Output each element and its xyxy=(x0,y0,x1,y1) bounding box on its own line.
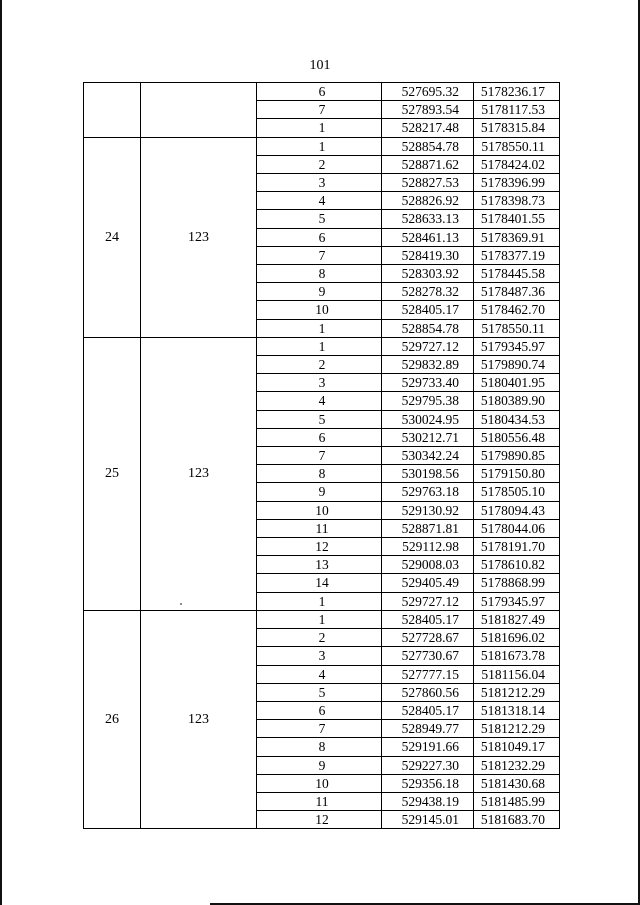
x-coordinate-cell: 529008.03 xyxy=(382,556,474,574)
point-number-cell: 11 xyxy=(257,792,382,810)
y-coordinate-cell: 5179345.97 xyxy=(474,337,560,355)
y-coordinate-cell: 5178462.70 xyxy=(474,301,560,319)
point-number-cell: 3 xyxy=(257,647,382,665)
y-coordinate-cell: 5178396.99 xyxy=(474,174,560,192)
y-coordinate-cell: 5178505.10 xyxy=(474,483,560,501)
x-coordinate-cell: 528405.17 xyxy=(382,301,474,319)
point-number-cell: 7 xyxy=(257,101,382,119)
table-row xyxy=(84,137,560,155)
y-coordinate-cell: 5178315.84 xyxy=(474,119,560,137)
y-coordinate-cell: 5181430.68 xyxy=(474,774,560,792)
y-coordinate-cell: 5181212.29 xyxy=(474,720,560,738)
plot-number-cell: 25 xyxy=(84,337,141,610)
x-coordinate-cell: 528461.13 xyxy=(382,228,474,246)
point-number-cell: 1 xyxy=(257,610,382,628)
y-coordinate-cell: 5178401.55 xyxy=(474,210,560,228)
x-coordinate-cell: 529727.12 xyxy=(382,337,474,355)
zone-cell: 123 xyxy=(141,337,257,610)
plot-number-cell: 24 xyxy=(84,137,141,337)
x-coordinate-cell: 527777.15 xyxy=(382,665,474,683)
x-coordinate-cell: 528405.17 xyxy=(382,610,474,628)
point-number-cell: 2 xyxy=(257,629,382,647)
y-coordinate-cell: 5179150.80 xyxy=(474,465,560,483)
y-coordinate-cell: 5178424.02 xyxy=(474,155,560,173)
point-number-cell: 7 xyxy=(257,720,382,738)
x-coordinate-cell: 529763.18 xyxy=(382,483,474,501)
x-coordinate-cell: 529438.19 xyxy=(382,792,474,810)
x-coordinate-cell: 527860.56 xyxy=(382,683,474,701)
table-row xyxy=(84,610,560,628)
y-coordinate-cell: 5181485.99 xyxy=(474,792,560,810)
point-number-cell: 7 xyxy=(257,447,382,465)
y-coordinate-cell: 5180434.53 xyxy=(474,410,560,428)
y-coordinate-cell: 5181156.04 xyxy=(474,665,560,683)
x-coordinate-cell: 529795.38 xyxy=(382,392,474,410)
point-number-cell: 1 xyxy=(257,592,382,610)
point-number-cell: 5 xyxy=(257,210,382,228)
point-number-cell: 11 xyxy=(257,519,382,537)
y-coordinate-cell: 5181049.17 xyxy=(474,738,560,756)
point-number-cell: 10 xyxy=(257,501,382,519)
y-coordinate-cell: 5178044.06 xyxy=(474,519,560,537)
y-coordinate-cell: 5178094.43 xyxy=(474,501,560,519)
y-coordinate-cell: 5181232.29 xyxy=(474,756,560,774)
x-coordinate-cell: 527730.67 xyxy=(382,647,474,665)
y-coordinate-cell: 5181212.29 xyxy=(474,683,560,701)
y-coordinate-cell: 5178868.99 xyxy=(474,574,560,592)
point-number-cell: 9 xyxy=(257,283,382,301)
coordinates-table-body xyxy=(84,83,560,829)
point-number-cell: 3 xyxy=(257,374,382,392)
point-number-cell: 1 xyxy=(257,337,382,355)
y-coordinate-cell: 5179890.85 xyxy=(474,447,560,465)
x-coordinate-cell: 529405.49 xyxy=(382,574,474,592)
x-coordinate-cell: 529130.92 xyxy=(382,501,474,519)
point-number-cell: 12 xyxy=(257,811,382,829)
point-number-cell: 14 xyxy=(257,574,382,592)
x-coordinate-cell: 530024.95 xyxy=(382,410,474,428)
x-coordinate-cell: 530198.56 xyxy=(382,465,474,483)
x-coordinate-cell: 528633.13 xyxy=(382,210,474,228)
y-coordinate-cell: 5181827.49 xyxy=(474,610,560,628)
y-coordinate-cell: 5178117.53 xyxy=(474,101,560,119)
point-number-cell: 4 xyxy=(257,665,382,683)
x-coordinate-cell: 528405.17 xyxy=(382,701,474,719)
y-coordinate-cell: 5179345.97 xyxy=(474,592,560,610)
x-coordinate-cell: 528278.32 xyxy=(382,283,474,301)
y-coordinate-cell: 5181696.02 xyxy=(474,629,560,647)
y-coordinate-cell: 5178445.58 xyxy=(474,265,560,283)
point-number-cell: 9 xyxy=(257,756,382,774)
y-coordinate-cell: 5180401.95 xyxy=(474,374,560,392)
point-number-cell: 1 xyxy=(257,319,382,337)
x-coordinate-cell: 527728.67 xyxy=(382,629,474,647)
point-number-cell: 2 xyxy=(257,155,382,173)
point-number-cell: 8 xyxy=(257,465,382,483)
y-coordinate-cell: 5178610.82 xyxy=(474,556,560,574)
point-number-cell: 1 xyxy=(257,137,382,155)
point-number-cell: 9 xyxy=(257,483,382,501)
point-number-cell: 6 xyxy=(257,428,382,446)
y-coordinate-cell: 5178369.91 xyxy=(474,228,560,246)
point-number-cell: 1 xyxy=(257,119,382,137)
y-coordinate-cell: 5178487.36 xyxy=(474,283,560,301)
y-coordinate-cell: 5178377.19 xyxy=(474,246,560,264)
point-number-cell: 8 xyxy=(257,738,382,756)
x-coordinate-cell: 528419.30 xyxy=(382,246,474,264)
y-coordinate-cell: 5178236.17 xyxy=(474,83,560,101)
x-coordinate-cell: 528854.78 xyxy=(382,319,474,337)
y-coordinate-cell: 5178398.73 xyxy=(474,192,560,210)
x-coordinate-cell: 530342.24 xyxy=(382,447,474,465)
page-left-edge xyxy=(0,0,2,905)
point-number-cell: 5 xyxy=(257,410,382,428)
page-number: 101 xyxy=(309,58,331,73)
y-coordinate-cell: 5178191.70 xyxy=(474,538,560,556)
point-number-cell: 6 xyxy=(257,83,382,101)
point-number-cell: 8 xyxy=(257,265,382,283)
y-coordinate-cell: 5180556.48 xyxy=(474,428,560,446)
x-coordinate-cell: 529733.40 xyxy=(382,374,474,392)
x-coordinate-cell: 529145.01 xyxy=(382,811,474,829)
coordinates-table xyxy=(83,82,560,829)
x-coordinate-cell: 530212.71 xyxy=(382,428,474,446)
x-coordinate-cell: 528826.92 xyxy=(382,192,474,210)
x-coordinate-cell: 528871.81 xyxy=(382,519,474,537)
point-number-cell: 10 xyxy=(257,774,382,792)
point-number-cell: 5 xyxy=(257,683,382,701)
y-coordinate-cell: 5179890.74 xyxy=(474,356,560,374)
x-coordinate-cell: 527695.32 xyxy=(382,83,474,101)
x-coordinate-cell: 528827.53 xyxy=(382,174,474,192)
point-number-cell: 4 xyxy=(257,192,382,210)
point-number-cell: 7 xyxy=(257,246,382,264)
x-coordinate-cell: 529191.66 xyxy=(382,738,474,756)
point-number-cell: 13 xyxy=(257,556,382,574)
y-coordinate-cell: 5181683.70 xyxy=(474,811,560,829)
point-number-cell: 6 xyxy=(257,228,382,246)
x-coordinate-cell: 528949.77 xyxy=(382,720,474,738)
point-number-cell: 10 xyxy=(257,301,382,319)
plot-number-cell: 26 xyxy=(84,610,141,828)
point-number-cell: 3 xyxy=(257,174,382,192)
x-coordinate-cell: 528217.48 xyxy=(382,119,474,137)
zone-cell: 123 xyxy=(141,137,257,337)
table-row xyxy=(84,83,560,101)
y-coordinate-cell: 5181673.78 xyxy=(474,647,560,665)
x-coordinate-cell: 527893.54 xyxy=(382,101,474,119)
x-coordinate-cell: 528871.62 xyxy=(382,155,474,173)
x-coordinate-cell: 528854.78 xyxy=(382,137,474,155)
x-coordinate-cell: 529356.18 xyxy=(382,774,474,792)
x-coordinate-cell: 529832.89 xyxy=(382,356,474,374)
zone-cell: 123 xyxy=(141,610,257,828)
point-number-cell: 2 xyxy=(257,356,382,374)
zone-cell xyxy=(141,83,257,138)
x-coordinate-cell: 529227.30 xyxy=(382,756,474,774)
x-coordinate-cell: 529112.98 xyxy=(382,538,474,556)
y-coordinate-cell: 5178550.11 xyxy=(474,319,560,337)
point-number-cell: 6 xyxy=(257,701,382,719)
x-coordinate-cell: 529727.12 xyxy=(382,592,474,610)
y-coordinate-cell: 5181318.14 xyxy=(474,701,560,719)
x-coordinate-cell: 528303.92 xyxy=(382,265,474,283)
y-coordinate-cell: 5178550.11 xyxy=(474,137,560,155)
plot-number-cell xyxy=(84,83,141,138)
table-row xyxy=(84,337,560,355)
y-coordinate-cell: 5180389.90 xyxy=(474,392,560,410)
point-number-cell: 4 xyxy=(257,392,382,410)
point-number-cell: 12 xyxy=(257,538,382,556)
